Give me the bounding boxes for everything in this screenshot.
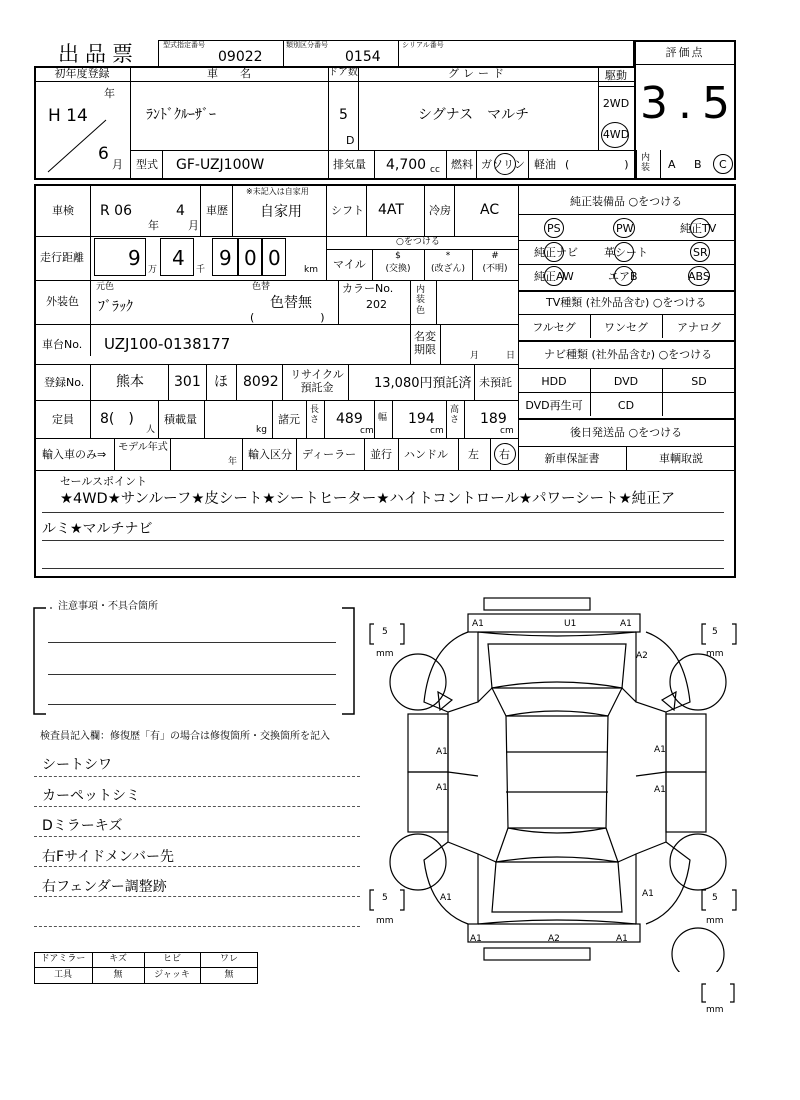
interior-color-label: 内装色 [416,285,426,316]
form-title: 出品票 [58,42,139,66]
spare-tire-bracket [698,982,738,1006]
length-value: 489 [336,411,363,427]
repaint-paren: ( ) [250,311,325,324]
first-reg-month: 6 [98,144,109,164]
sales-point-line-2: ルミ★マルチナビ [42,521,153,537]
repaint-label: 色替 [252,282,271,292]
interior-c-circle [713,154,733,174]
tire-rr-depth: 5 [712,893,718,903]
equipment-title: 純正装備品 ○をつける [570,195,683,208]
note-line-1: シートシワ [42,757,112,773]
displacement-label: 排気量 [333,158,366,171]
tv-analog: アナログ [677,321,721,334]
mileage-label: 走行距離 [40,251,84,264]
reg-class: 301 [174,374,201,390]
inspection-month-unit: 月 [188,219,199,232]
chassis-label: 車台No. [42,338,83,351]
reg-area: 熊本 [116,374,144,390]
category-value: 0154 [345,49,381,65]
height-label: 高さ [450,405,460,425]
interior-c: C [719,158,727,171]
mileage-circle-note: ○をつける [396,237,440,247]
import-label: 輸入車のみ⇒ [42,448,107,461]
mileage-digit-3: 9 [219,246,232,270]
notes-bracket [32,606,356,718]
model-designation-label: 型式指定番号 [163,41,205,49]
mileage-exchange-symbol: $ [395,251,401,261]
model-type-label: 型式 [136,158,158,171]
mileage-digit-5: 0 [268,246,281,270]
tire-fl-depth: 5 [382,627,388,637]
inspector-label: 検査員記入欄：修復歴「有」の場合は修復箇所・交換箇所を記入 [40,731,330,742]
chassis-value: UZJ100-0138177 [104,335,231,353]
mileage-digit-1: 9 [128,246,141,270]
fuel-other: ( ) [565,158,629,171]
renewal-day: 日 [506,351,516,361]
renewal-month: 月 [470,351,480,361]
mileage-unknown-symbol: # [491,251,499,261]
accessory-jack-value: 無 [224,970,234,980]
sales-point-line-1: ★4WD★サンルーフ★皮シート★シートヒーター★ハイトコントロール★パワーシート★純正ア [60,491,676,507]
recycle-unpaid: 未預託 [479,376,512,389]
nav-hdd: HDD [541,375,567,388]
interior-a: A [668,158,676,171]
first-reg-month-unit: 月 [112,158,123,171]
damage-left-quarter: A1 [440,893,452,903]
equipment-abs: ABS [688,270,710,283]
history-label: 車歴 [206,204,228,217]
damage-front-left: A1 [472,619,484,629]
tire-rl-depth: 5 [382,893,388,903]
equipment-ps-circle [544,218,564,238]
damage-front-center: U1 [564,619,577,629]
nav-sd: SD [691,375,707,388]
mileage-digit-4: 0 [244,246,257,270]
note-line-4: 右Fサイドメンバー先 [42,849,174,865]
import-dealer: ディーラー [302,448,357,461]
equipment-sr-circle [690,242,710,262]
first-reg-label: 初年度登録 [54,67,110,80]
equipment-navi-circle [544,242,564,262]
accessory-header-break: ワレ [219,954,238,964]
mileage-exchange: (交換) [385,264,411,274]
nav-type-title: ナビ種類 (社外品含む) ○をつける [544,348,713,361]
door-type: D [346,134,355,147]
displacement-unit: cc [430,165,440,175]
equipment-leather: 革シート [604,246,648,259]
note-line-3: Dミラーキズ [42,818,123,834]
grade-label: グレード [448,67,508,80]
damage-rear-right: A1 [616,934,628,944]
equipment-pw: PW [616,222,634,235]
height-value: 189 [480,411,507,427]
mileage-sen-unit: 千 [196,265,206,275]
equipment-tv-circle [690,218,710,238]
equipment-abs-circle [688,266,710,286]
nav-dvd: DVD [613,375,639,388]
note-line-5: 右フェンダー調整跡 [42,879,167,895]
spare-tire-unit: mm [706,1005,724,1015]
equipment-ps: PS [547,222,561,235]
handle-right-circle [494,443,516,465]
capacity-value: 8( ) [100,411,134,427]
fuel-gasoline-circle [494,153,516,175]
equipment-leather-circle [614,242,634,262]
handle-label: ハンドル [404,448,448,461]
capacity-label: 定員 [52,413,74,426]
ac-label: 冷房 [429,204,451,217]
mileage-unit: km [304,265,318,275]
grade-value: シグナス マルチ [418,107,530,123]
inspection-year-unit: 年 [148,219,159,232]
reg-label: 登録No. [44,376,85,389]
tire-fr-depth: 5 [712,627,718,637]
tv-oneseg: ワンセグ [604,321,648,334]
doors-label: ドア数 [328,67,358,78]
damage-right-rear-door: A1 [654,785,666,795]
interior-b: B [694,158,702,171]
mileage-tamper: (改ざん) [430,264,466,274]
first-reg-year-unit: 年 [104,87,115,100]
equipment-navi: 純正ナビ [534,246,578,259]
equipment-aw-circle [544,266,564,286]
renewal-label: 名変期限 [414,330,436,357]
fuel-diesel: 軽油 [534,158,556,171]
notes-label: 注意事項・不具合箇所 [58,601,158,612]
score-value: 3.5 [640,78,740,129]
accessory-jack-label: ジャッキ [154,970,190,980]
height-cm: cm [500,426,514,436]
tv-type-title: TV種類 (社外品含む) ○をつける [546,296,707,309]
serial-label: シリアル番号 [402,41,444,49]
mileage-man-unit: 万 [148,265,158,275]
first-reg-era-year: H 14 [48,106,88,126]
reg-kana: ほ [214,374,228,390]
note-line-2: カーペットシミ [42,788,140,804]
handle-left: 左 [468,448,479,461]
length-label: 長さ [310,405,320,425]
import-parallel: 並行 [370,448,392,461]
equipment-pw-circle [613,218,635,238]
equipment-tv: 純正TV [680,222,717,235]
mileage-digit-2: 4 [172,246,185,270]
import-type-label: 輸入区分 [248,448,292,461]
model-year-label: モデル年式 [118,442,168,453]
tire-fr-unit: mm [706,649,724,659]
handle-right: 右 [499,448,510,461]
sales-point-label: セールスポイント [60,475,148,488]
history-note: ※未記入は自家用 [246,187,309,196]
category-label: 類別区分番号 [286,41,328,49]
damage-right-quarter: A1 [642,889,654,899]
width-cm: cm [430,426,444,436]
fuel-gasoline: ガソリン [481,158,525,171]
drive-4wd: 4WD [602,128,630,141]
displacement-value: 4,700 [386,157,427,173]
mileage-mile: マイル [333,258,366,271]
score-label: 評価点 [665,46,705,59]
accessory-tools-value: 無 [113,970,123,980]
width-label: 幅 [378,413,388,423]
damage-right-front-door: A1 [654,745,666,755]
repaint-value: 色替無 [270,295,312,311]
drive-label: 駆動 [605,69,627,82]
damage-left-front-door: A1 [436,747,448,757]
nav-dvd-play: DVD再生可 [525,399,583,412]
reg-number: 8092 [243,374,279,390]
inspection-month: 4 [176,203,185,219]
tire-rl-unit: mm [376,916,394,926]
model-year-unit: 年 [228,457,238,467]
later-items-title: 後日発送品 ○をつける [570,426,683,439]
equipment-aw: 純正AW [534,270,574,283]
ac-value: AC [480,202,500,218]
damage-right-fender: A2 [636,651,648,661]
history-value: 自家用 [260,204,302,220]
recycle-amount: 13,080円預託済 [374,376,472,391]
equipment-airbag: エアB [608,270,638,283]
damage-left-rear-door: A1 [436,783,448,793]
color-no-label: カラーNo. [342,282,394,295]
inspection-era: R 06 [100,203,132,219]
later-warranty: 新車保証書 [544,452,600,465]
dims-label: 諸元 [278,413,300,426]
length-cm: cm [360,426,374,436]
drive-2wd: 2WD [602,97,630,110]
capacity-unit: 人 [146,425,156,435]
load-unit: kg [256,425,267,435]
color-no-value: 202 [366,298,387,311]
car-name-value: ﾗﾝﾄﾞｸﾙｰｻﾞｰ [146,107,216,123]
accessory-header-mirror: ドアミラー [40,954,86,964]
load-label: 積載量 [164,413,197,426]
exterior-color-label: 外装色 [46,295,79,308]
drive-4wd-circle [601,122,629,148]
equipment-airbag-circle [614,266,634,286]
recycle-label: リサイクル預託金 [290,368,344,395]
fuel-label: 燃料 [451,158,473,171]
tv-fullseg: フルセグ [532,321,576,334]
equipment-sr: SR [693,246,708,259]
later-manual: 車輌取説 [659,452,703,465]
tire-fl-unit: mm [376,649,394,659]
width-value: 194 [408,411,435,427]
inspection-label: 車検 [52,204,74,217]
accessory-tools-label: 工具 [53,970,72,980]
car-body-diagram [360,592,760,972]
accessory-header-scratch: キズ [109,954,127,964]
shift-label: シフト [331,204,364,217]
car-name-label: 車 名 [207,67,251,80]
mileage-tamper-symbol: * [445,251,451,261]
nav-cd: CD [617,399,635,412]
damage-rear-left: A1 [470,934,482,944]
original-color-label: 元色 [96,282,115,292]
shift-value: 4AT [378,202,404,218]
accessory-header-crack: ヒビ [162,954,181,964]
tire-rr-unit: mm [706,916,724,926]
mileage-unknown: (不明) [482,264,508,274]
model-designation-value: 09022 [218,49,263,65]
original-color-value: ﾌﾞﾗｯｸ [98,299,133,315]
damage-front-right: A1 [620,619,632,629]
damage-rear-center: A2 [548,934,560,944]
model-type-value: GF-UZJ100W [176,157,265,173]
doors-value: 5 [339,107,348,123]
interior-grade-label: 内装 [641,153,651,173]
